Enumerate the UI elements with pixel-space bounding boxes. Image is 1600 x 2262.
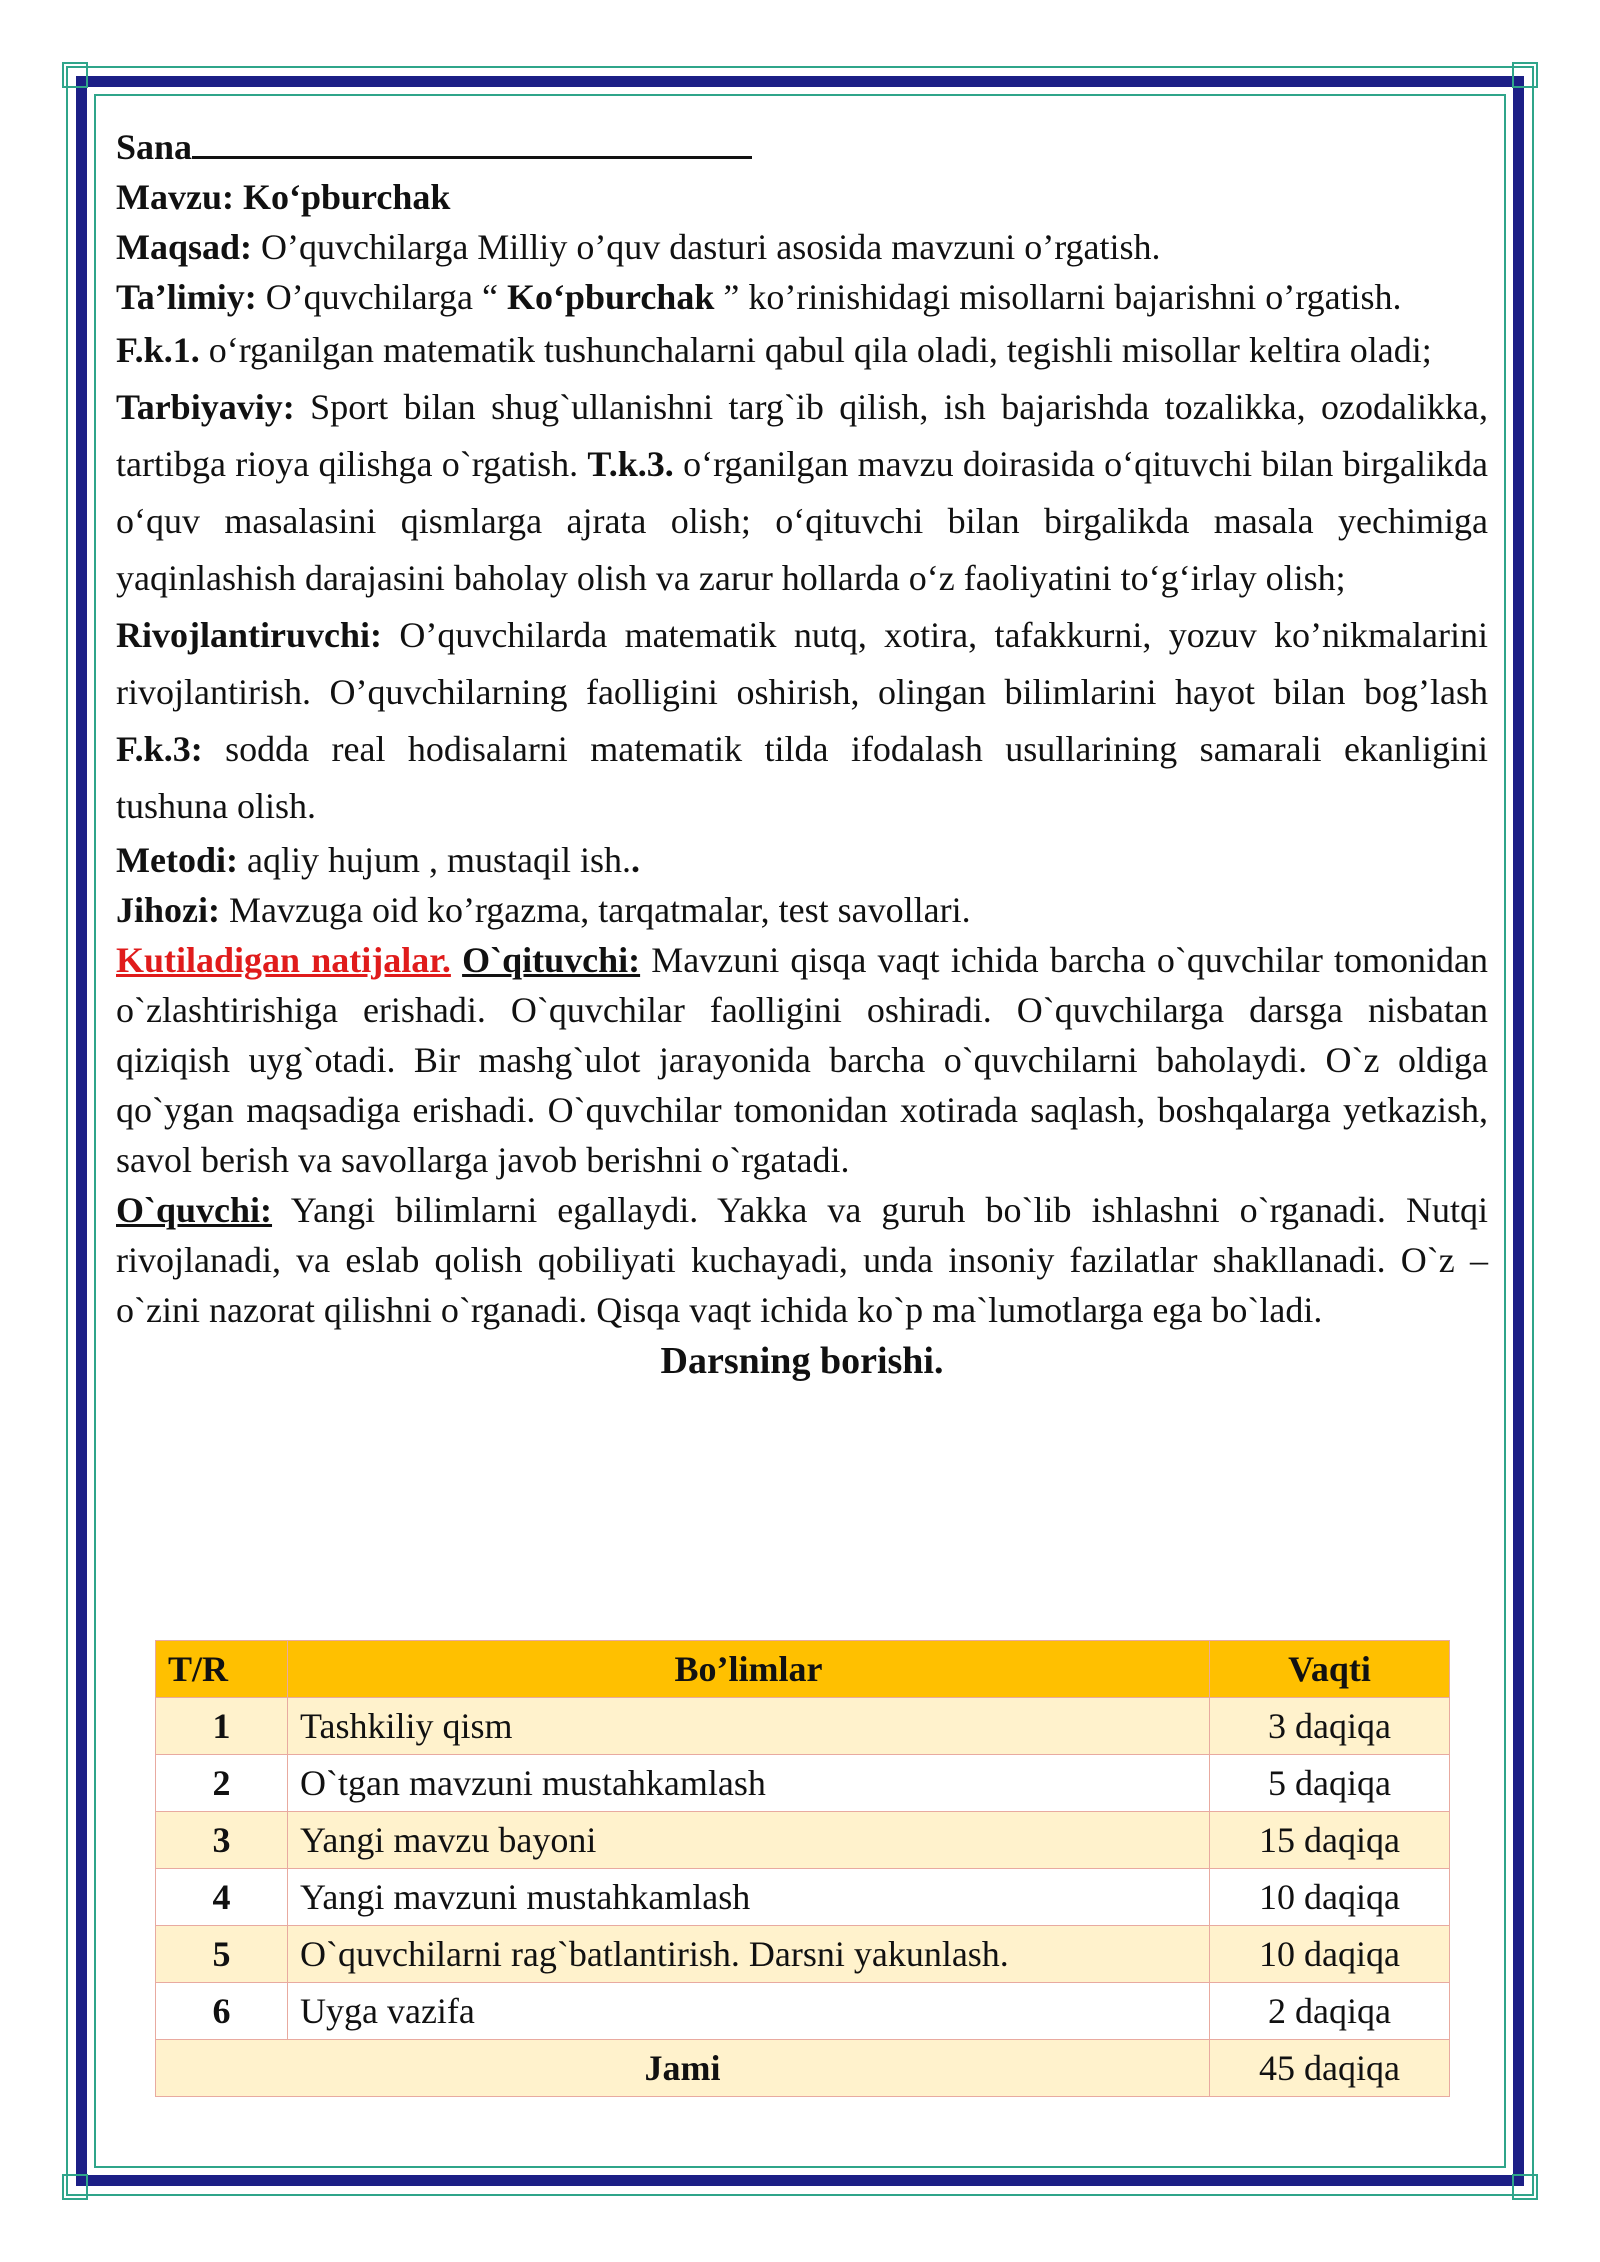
lesson-plan-body: [116, 118, 1488, 1387]
equipment-text: Mavzuga oid ko’rgazma, tarqatmalar, test savollari.: [229, 890, 971, 930]
table-row: [156, 1755, 1450, 1812]
table-row: [156, 1926, 1450, 1983]
row-section: O`tgan mavzuni mustahkamlash: [288, 1755, 1210, 1812]
row-section: Yangi mavzuni mustahkamlash: [288, 1869, 1210, 1926]
column-header-number: T/R: [156, 1641, 288, 1698]
educational-label: Ta’limiy:: [116, 277, 257, 317]
teacher-text: Mavzuni qisqa vaqt ichida barcha o`quvchilar tomonidan o`zlashtirishiga erishadi. O`quvchilar faolligini oshiradi. O`quvchilarga darsga nisbatan qiziqish uyg`otadi. Bir mashg`ulot jarayonida barcha o`quvchilarni baholaydi. O`z oldiga qo`ygan maqsadiga erishadi. O`quvchilar tomonidan xotirada saqlash, boshqalarga yetkazish, savol berish va savollarga javob berishni o`rgatadi.: [116, 940, 1489, 1180]
expected-results-teacher: [116, 935, 1488, 1185]
method-dot: .: [630, 840, 640, 880]
row-time: 10 daqiqa: [1210, 1869, 1450, 1926]
fk3-text: sodda real hodisalarni matematik tilda ifodalash usullarining samarali ekanligini tushuna olish.: [116, 729, 1488, 826]
topic-line: [116, 172, 1488, 222]
row-time: 15 daqiqa: [1210, 1812, 1450, 1869]
method-label: Metodi:: [116, 840, 238, 880]
goal-text: O’quvchilarga Milliy o’quv dasturi asosida mavzuni o’rgatish.: [261, 227, 1161, 267]
developmental-goal: [116, 607, 1488, 835]
method-line: [116, 835, 1488, 885]
educational-topic: Ko‘pburchak: [506, 277, 715, 317]
educational-text-1: O’quvchilarga “: [265, 277, 498, 317]
lesson-schedule-table: [155, 1640, 1450, 2097]
corner-ornament: [1512, 2174, 1538, 2200]
fk1-text: o‘rganilgan matematik tushunchalarni qabul qila oladi, tegishli misollar keltira oladi;: [208, 330, 1432, 370]
expected-results-student: [116, 1185, 1488, 1335]
row-number: 5: [156, 1926, 288, 1983]
topic-label: Mavzu:: [116, 177, 234, 217]
row-time: 5 daqiqa: [1210, 1755, 1450, 1812]
table-total-row: [156, 2040, 1450, 2097]
corner-ornament: [62, 62, 88, 88]
upbringing-goal: [116, 379, 1488, 607]
equipment-line: [116, 885, 1488, 935]
upbringing-label: Tarbiyaviy:: [116, 387, 295, 427]
upbringing-text: Sport bilan shug`ullanishni targ`ib qilish, ish bajarishda tozalikka, ozodalikka, tartibga rioya qilishga o`rgatish.: [116, 387, 1488, 484]
date-blank: [192, 118, 752, 159]
row-section: O`quvchilarni rag`batlantirish. Darsni yakunlash.: [288, 1926, 1210, 1983]
corner-ornament: [1512, 62, 1538, 88]
row-number: 6: [156, 1983, 288, 2040]
total-label: Jami: [156, 2040, 1210, 2097]
equipment-label: Jihozi:: [116, 890, 220, 930]
column-header-sections: Bo’limlar: [288, 1641, 1210, 1698]
educational-text-2: ” ko’rinishidagi misollarni bajarishni o’rgatish.: [723, 277, 1402, 317]
row-number: 1: [156, 1698, 288, 1755]
tk3-label: T.k.3.: [587, 444, 674, 484]
table-header-row: [156, 1641, 1450, 1698]
row-number: 3: [156, 1812, 288, 1869]
row-time: 3 daqiqa: [1210, 1698, 1450, 1755]
date-label: Sana: [116, 127, 193, 167]
method-text: aqliy hujum , mustaqil ish.: [237, 840, 631, 880]
row-time: 2 daqiqa: [1210, 1983, 1450, 2040]
teacher-label: O`qituvchi:: [462, 940, 641, 980]
fk1-label: F.k.1.: [116, 330, 200, 370]
goal-label: Maqsad:: [116, 227, 253, 267]
date-line: [116, 118, 1488, 172]
developmental-text: O’quvchilarda matematik nutq, xotira, tafakkurni, yozuv ko’nikmalarini rivojlantirish. O’quvchilarning faolligini oshirish, olingan bilimlarini hayot bilan bog’lash: [116, 615, 1488, 712]
fk3-label: F.k.3:: [116, 729, 203, 769]
table-row: [156, 1869, 1450, 1926]
row-section: Yangi mavzu bayoni: [288, 1812, 1210, 1869]
goal-line: [116, 222, 1488, 272]
row-number: 2: [156, 1755, 288, 1812]
total-time: 45 daqiqa: [1210, 2040, 1450, 2097]
student-text: Yangi bilimlarni egallaydi. Yakka va guruh bo`lib ishlashni o`rganadi. Nutqi rivojlanadi, va eslab qolish qobiliyati kuchayadi, unda insoniy fazilatlar shakllanadi. O`z – o`zini nazorat qilishni o`rganadi. Qisqa vaqt ichida ko`p ma`lumotlarga ega bo`ladi.: [116, 1190, 1489, 1330]
topic-value: Ko‘pburchak: [242, 177, 451, 217]
corner-ornament: [62, 2174, 88, 2200]
row-number: 4: [156, 1869, 288, 1926]
tk3-text: o‘rganilgan mavzu doirasida o‘qituvchi bilan birgalikda o‘quv masalasini qismlarga ajrata olish; o‘qituvchi bilan birgalikda masala yechimiga yaqinlashish darajasini baholay olish va zarur hollarda o‘z faoliyatini to‘g‘irlay olish;: [116, 444, 1489, 598]
column-header-time: Vaqti: [1210, 1641, 1450, 1698]
developmental-label: Rivojlantiruvchi:: [116, 615, 382, 655]
row-section: Tashkiliy qism: [288, 1698, 1210, 1755]
table-row: [156, 1983, 1450, 2040]
table-row: [156, 1698, 1450, 1755]
lesson-flow-title: Darsning borishi.: [660, 1340, 944, 1382]
row-section: Uyga vazifa: [288, 1983, 1210, 2040]
table-row: [156, 1812, 1450, 1869]
expected-results-label: Kutiladigan natijalar.: [116, 940, 451, 980]
student-label: O`quvchi:: [116, 1190, 273, 1230]
row-time: 10 daqiqa: [1210, 1926, 1450, 1983]
educational-goal: [116, 272, 1488, 322]
competence-fk1: [116, 322, 1488, 379]
